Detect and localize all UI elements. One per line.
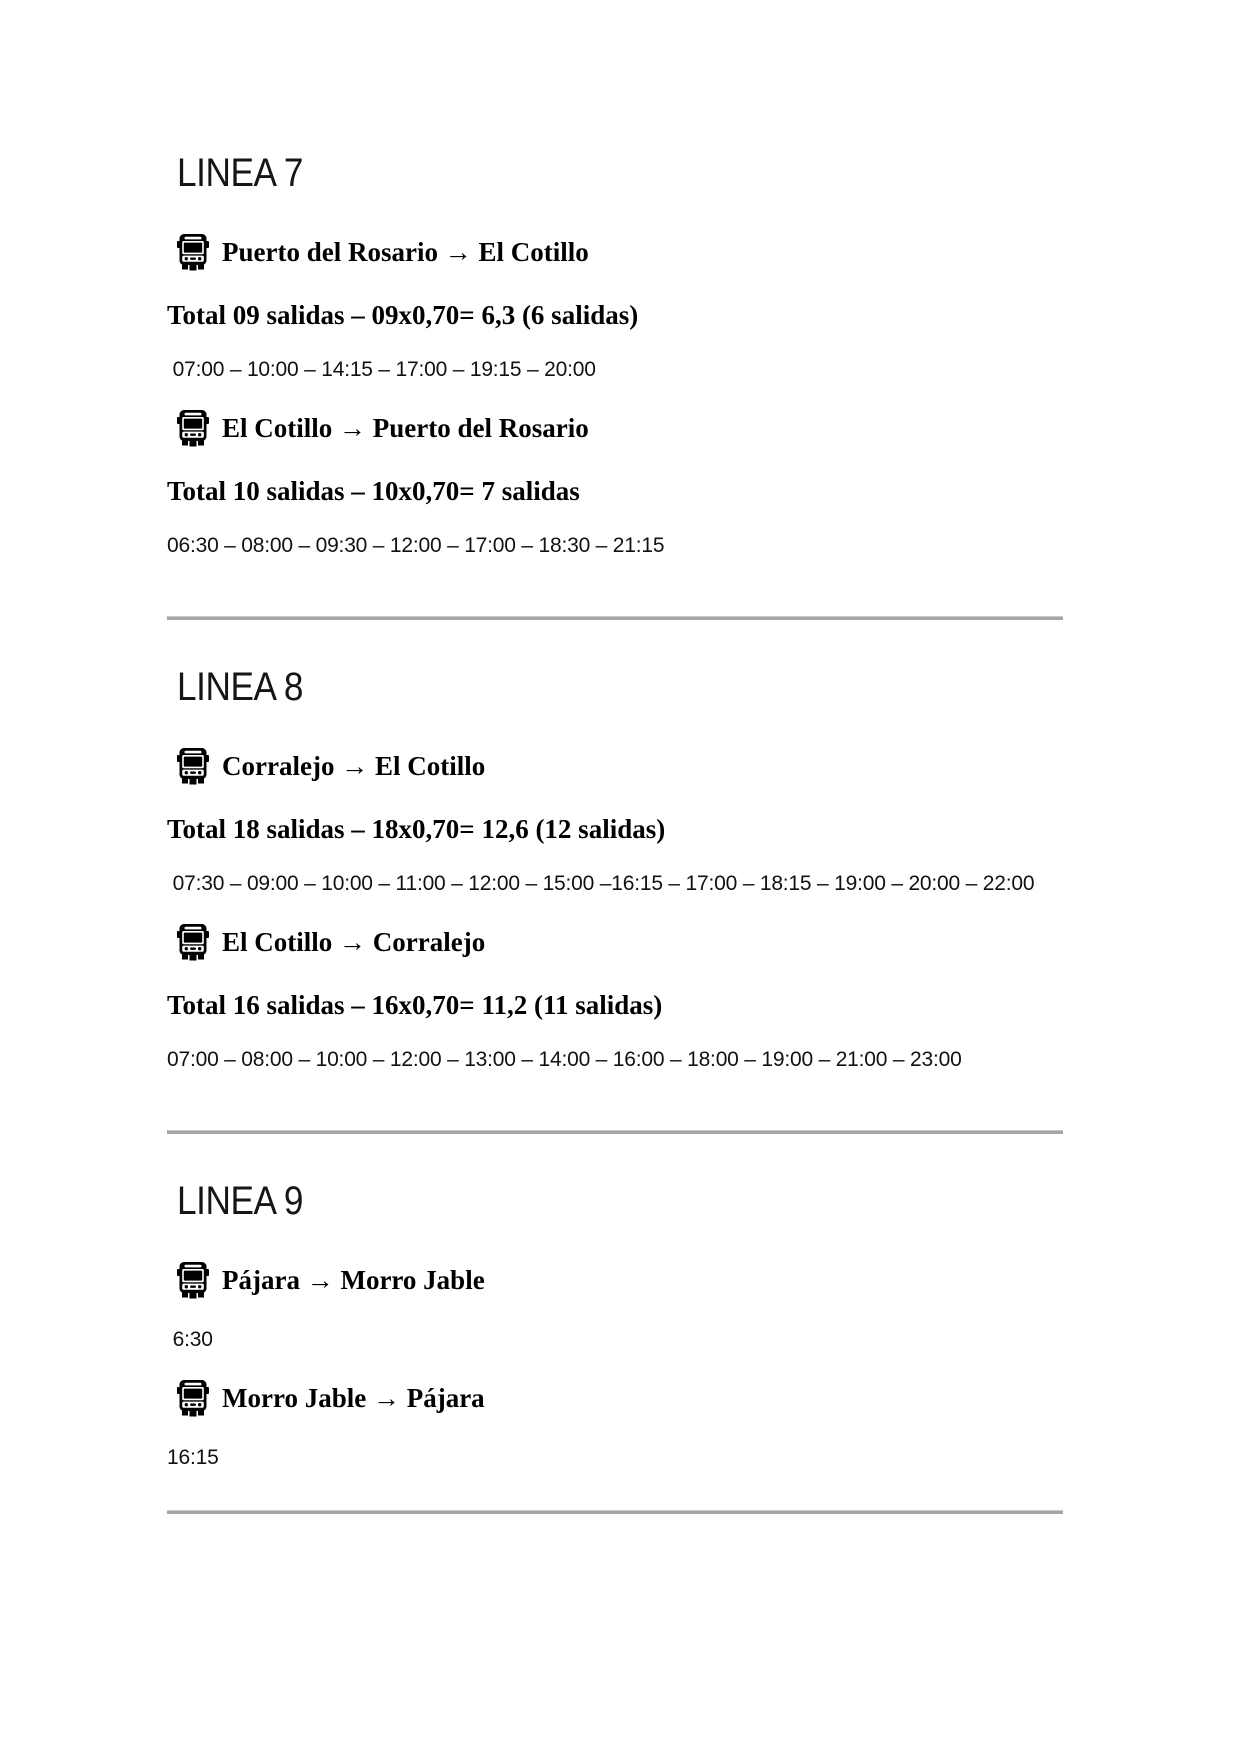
bus-icon [177, 234, 209, 271]
section-title [167, 664, 1100, 710]
route-heading-text: Puerto del Rosario → El Cotillo [222, 237, 589, 267]
route-heading [167, 408, 1100, 448]
section-title-text: LINEA 9 [177, 1179, 304, 1223]
section-title [167, 1178, 1100, 1224]
section-divider [167, 1510, 1063, 1514]
route-heading [167, 746, 1100, 786]
route-heading-text: Corralejo → El Cotillo [222, 751, 486, 781]
route-heading-text: Pájara → Morro Jable [222, 1265, 485, 1295]
bus-icon [177, 1380, 209, 1417]
bus-icon [177, 924, 209, 961]
section-title-text: LINEA 7 [177, 151, 304, 195]
total-salidas-line: Total 16 salidas – 16x0,70= 11,2 (11 salidas) [167, 990, 663, 1020]
section-linea-9 [167, 1178, 1100, 1472]
section-divider [167, 616, 1063, 620]
bus-icon [177, 1262, 209, 1299]
section-divider [167, 1130, 1063, 1134]
bus-icon [177, 748, 209, 785]
departure-times: 07:00 – 08:00 – 10:00 – 12:00 – 13:00 – 14:00 – 16:00 – 18:00 – 19:00 – 21:00 – 23:00 [167, 1048, 962, 1071]
departure-times: 06:30 – 08:00 – 09:30 – 12:00 – 17:00 – 18:30 – 21:15 [167, 534, 665, 557]
section-title [167, 150, 1100, 196]
route-heading [167, 232, 1100, 272]
bus-icon [177, 410, 209, 447]
departure-times: 07:00 – 10:00 – 14:15 – 17:00 – 19:15 – 20:00 [167, 358, 596, 381]
section-title-text: LINEA 8 [177, 665, 304, 709]
route-heading [167, 1378, 1100, 1418]
route-heading [167, 1260, 1100, 1300]
route-heading-text: Morro Jable → Pájara [222, 1383, 485, 1413]
departure-times: 6:30 [167, 1328, 213, 1351]
total-salidas-line: Total 18 salidas – 18x0,70= 12,6 (12 salidas) [167, 814, 666, 844]
total-salidas-line: Total 09 salidas – 09x0,70= 6,3 (6 salidas) [167, 300, 639, 330]
departure-times: 07:30 – 09:00 – 10:00 – 11:00 – 12:00 – 15:00 –16:15 – 17:00 – 18:15 – 19:00 – 20:00 – 22:00 [167, 872, 1035, 895]
route-heading [167, 922, 1100, 962]
route-heading-text: El Cotillo → Corralejo [222, 927, 486, 957]
section-linea-7 [167, 150, 1100, 560]
section-linea-8 [167, 664, 1100, 1074]
departure-times: 16:15 [167, 1446, 219, 1469]
route-heading-text: El Cotillo → Puerto del Rosario [222, 413, 589, 443]
total-salidas-line: Total 10 salidas – 10x0,70= 7 salidas [167, 476, 580, 506]
